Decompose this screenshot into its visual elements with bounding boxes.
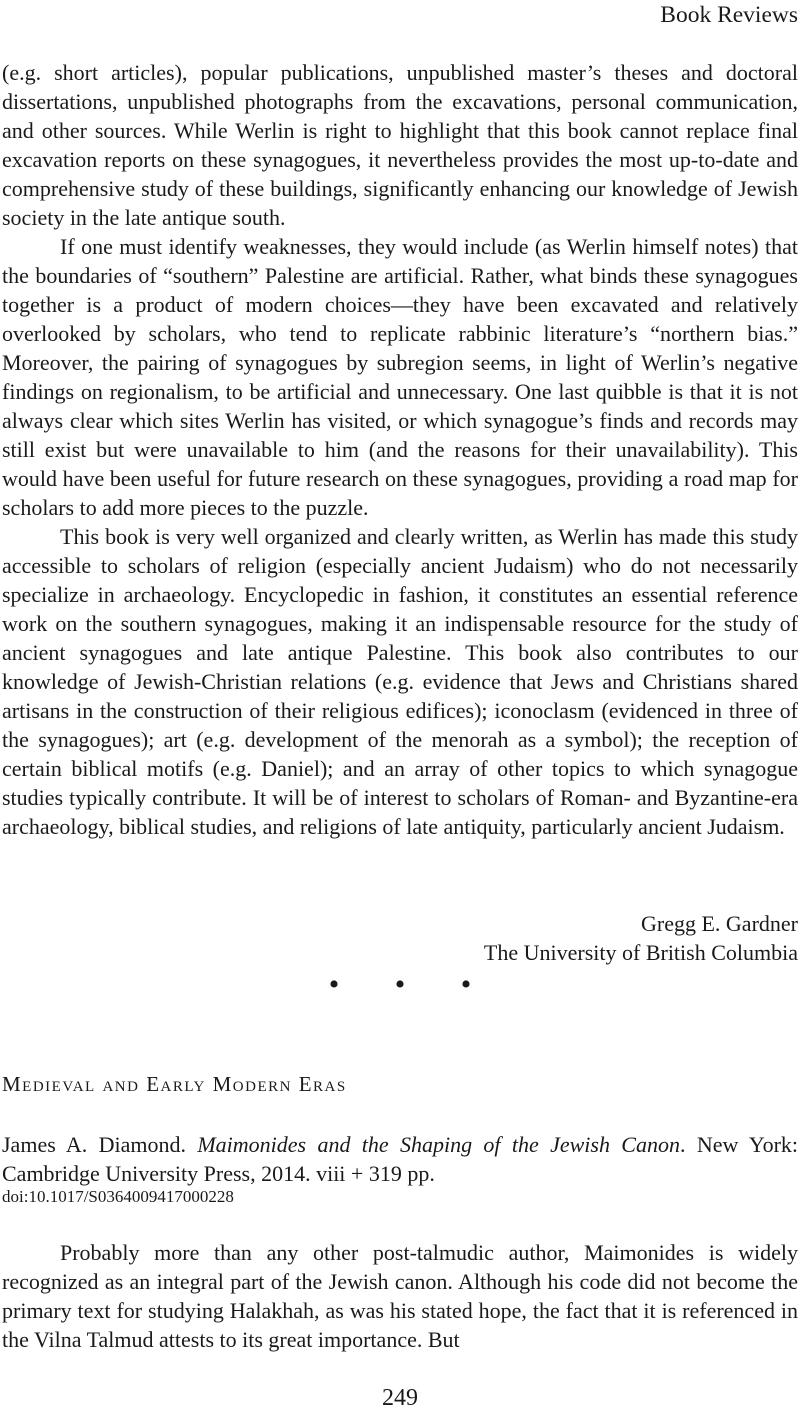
review-body-continued — [2, 58, 798, 841]
paragraph-conclusion: This book is very well organized and clearly written, as Werlin has made this study accessible to scholars of religion (especially ancient Judaism) who do not necessarily specialize in archaeology. Encyclopedic in fashion, it constitutes an essential reference work on the southern synagogues, making it an indispensable resource for the study of ancient synagogues and late antique Palestine. This book also contributes to our knowledge of Jewish-Christian relations (e.g. evidence that Jews and Christians shared artisans in the construction of their religious edifices); iconoclasm (evidenced in three of the synagogues); art (e.g. development of the menorah as a symbol); the reception of certain biblical motifs (e.g. Daniel); and an array of other topics to which synagogue studies typically contribute. It will be of interest to scholars of Roman- and Byzantine-era archaeology, biblical studies, and religions of late antiquity, particularly ancient Judaism. — [2, 524, 798, 839]
citation-title: Maimonides and the Shaping of the Jewish Canon — [197, 1132, 680, 1157]
citation-place: . New York: — [679, 1132, 799, 1157]
page-number: 249 — [382, 1385, 418, 1411]
citation-publisher: Cambridge University Press, 2014. viii + 319 pp. — [2, 1161, 435, 1186]
citation-author: James A. Diamond. — [2, 1132, 186, 1157]
paragraph-continuation: (e.g. short articles), popular publications, unpublished master’s theses and doctoral dissertations, unpublished photographs from the excavations, personal communication, and other sources. While Werlin is right to highlight that this book cannot replace final excavation reports on these synagogues, it nevertheless provides the most up-to-date and comprehensive study of these buildings, significantly enhancing our knowledge of Jewish society in the late antique south. — [2, 60, 798, 230]
doi-link[interactable]: doi:10.1017/S0364009417000228 — [2, 1187, 234, 1206]
section-separator: • • • — [328, 968, 496, 1001]
book-citation — [2, 1130, 798, 1188]
reviewer-affiliation: The University of British Columbia — [483, 940, 798, 965]
paragraph-weaknesses: If one must identify weaknesses, they would include (as Werlin himself notes) that the boundaries of “southern” Palestine are artificial. Rather, what binds these synagogues together is a product of modern choices—they have been excavated and relatively overlooked by scholars, who tend to replicate rabbinic literature’s “northern bias.” Moreover, the pairing of synagogues by subregion seems, in light of Werlin’s negative findings on regionalism, to be artificial and unnecessary. One last quibble is that it is not always clear which sites Werlin has visited, or which synagogue’s finds and records may still exist but were unavailable to him (and the reasons for their unavailability). This would have been useful for future research on these synagogues, providing a road map for scholars to add more pieces to the puzzle. — [2, 234, 798, 520]
reviewer-name: Gregg E. Gardner — [641, 911, 798, 936]
section-heading: Medieval and Early Modern Eras — [2, 1072, 347, 1096]
paragraph-opening: Probably more than any other post-talmudic author, Maimonides is widely recognized as an integral part of the Jewish canon. Although his code did not become the primary text for studying Halakhah, as was his stated hope, the fact that it is referenced in the Vilna Talmud attests to its great importance. But — [2, 1240, 798, 1352]
new-review-body — [2, 1238, 798, 1354]
running-head: Book Reviews — [660, 2, 798, 28]
